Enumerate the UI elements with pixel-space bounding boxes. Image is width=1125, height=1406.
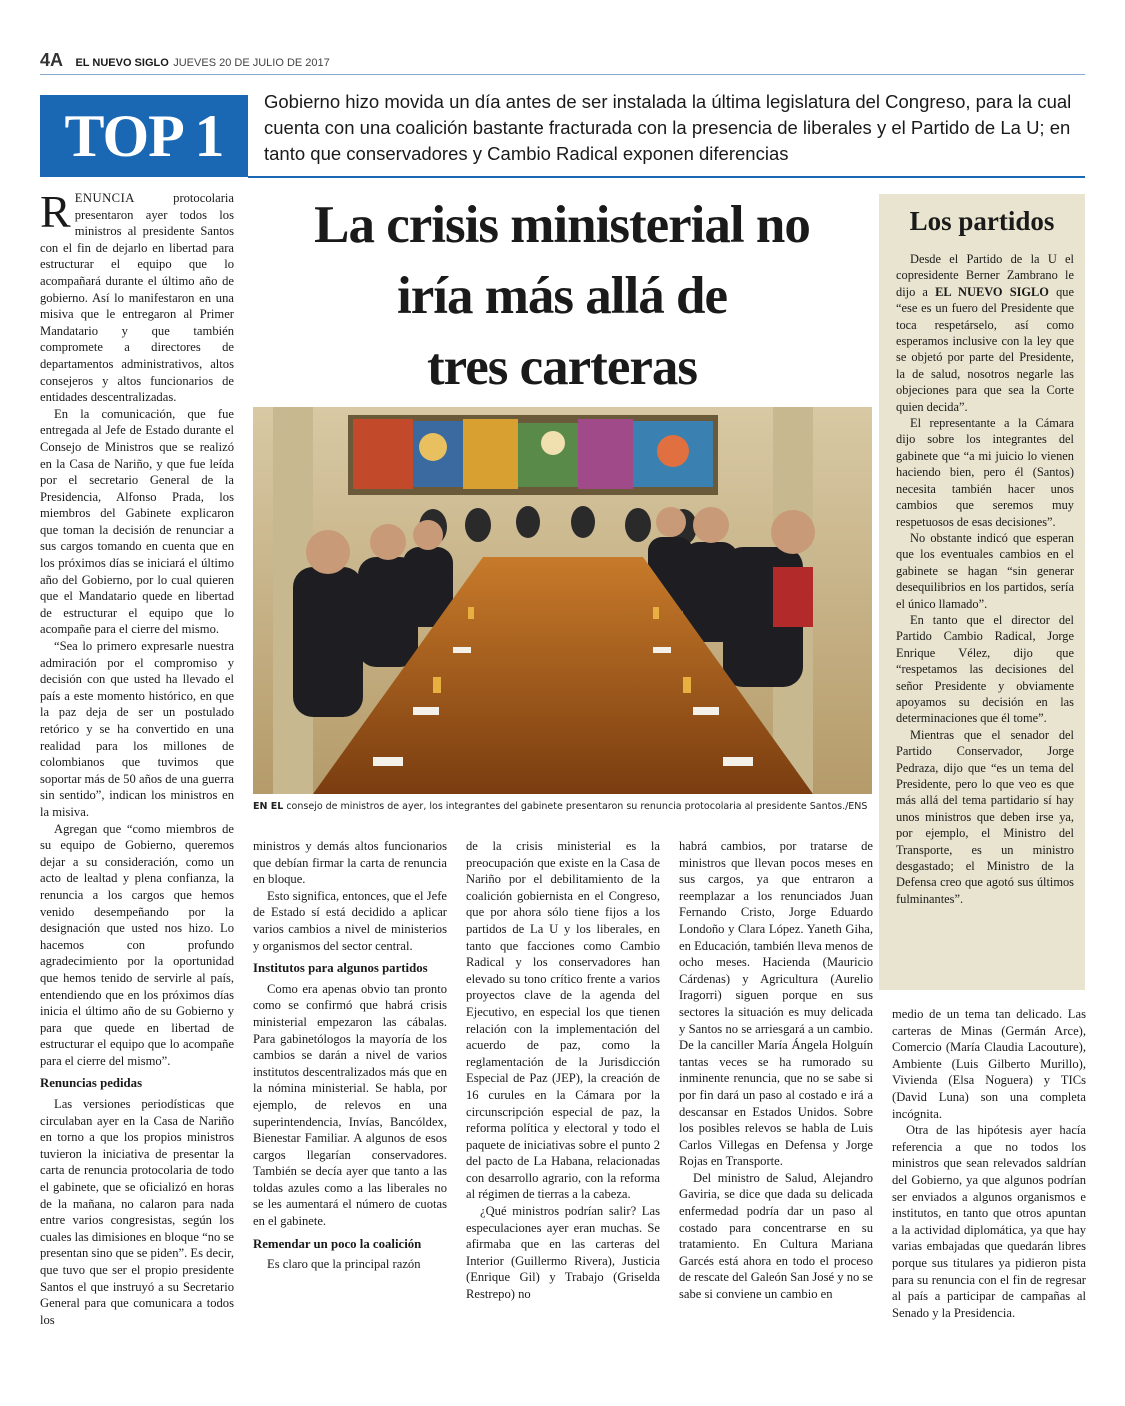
issue-date: JUEVES 20 DE JULIO DE 2017 <box>173 57 330 69</box>
article-paragraph: “Sea lo primero expresarle nuestra admiración por el compromiso y decisión con que usted ha llevado el país a este momento histórico, en que la paz deja de ser un postulado retórico y se ha convertido en una realidad para los millones de colombianos que tuvimos que soportar más de 50 años de una guerra sin sentido”, indican los ministros en la misiva. <box>40 639 234 819</box>
article-paragraph <box>40 186 234 406</box>
lead-text: protocolaria presentaron ayer todos los ministros al presidente Santos con el fin de dejarlo en libertad para estructurar el equipo que lo acompañará durante el último año de gobierno. Así lo manifestaron en una misiva que le entregaron al Primer Mandatario y que también compromete a directores de departamentos administrativos, altos consejeros y altos funcionarios de entidades descentralizadas. <box>40 191 234 405</box>
caption-lead: EN EL <box>253 801 284 812</box>
article-paragraph: Es claro que la principal razón <box>267 1257 421 1272</box>
article-paragraph: En la comunicación, que fue entregada al Jefe de Estado durante el Consejo de Ministros que se realizó en la Casa de Nariño, y que fue leída por el secretario General de la Presidencia, Alfonso Prada, los miembros del Gabinete explicaron que toman la decisión de renunciar a sus cargos tomando en cuenta que en los próximos días se iniciará el último año del Gobierno, por lo cual quieren que el Mandatario quede en libertad de estructurar el equipo que lo acompañe para el cierre del mismo. <box>40 406 234 637</box>
drop-cap: R <box>40 186 71 237</box>
photo-caption <box>253 800 873 814</box>
article-deck: Gobierno hizo movida un día antes de ser instalada la última legislatura del Congreso, para la cual cuenta con una coalición bastante fracturada con la presencia de liberales y el Partido de La U; en tanto que conservadores y Cambio Radical exponen diferencias <box>264 91 1072 164</box>
sidebar-paragraph: En tanto que el director del Partido Cambio Radical, Jorge Enrique Vélez, dijo que “respetamos las decisiones del señor Presidente y obviamente apoyamos su decisión en las determinaciones que él tome”. <box>896 612 1074 726</box>
subhead: Renuncias pedidas <box>40 1076 143 1091</box>
article-column-5 <box>892 1006 1086 1321</box>
subhead: Remendar un poco la coalición <box>253 1236 422 1251</box>
paper-name-mention: EL NUEVO SIGLO <box>935 284 1049 299</box>
headline-line-1: La crisis ministerial no <box>314 196 810 254</box>
article-paragraph: Del ministro de Salud, Alejandro Gaviria, se dice que dada su delicada enfermedad podría dar un paso al costado para concentrarse en su tratamiento. En Cultura Mariana Garcés está ahora en todo el proceso de rescate del Galeón San José y no se sabe si conviene un cambio en <box>679 1170 873 1302</box>
sidebar-text-run: que “ese es un fuero del Presidente que toca respetárselo, así como esperamos inclusive con la ley que se objetó por parte del Presidente, la de salud, nosotros negarle las objeciones para que sea la Corte quien decida”. <box>896 284 1074 414</box>
article-paragraph: ¿Qué ministros podrían salir? Las especulaciones ayer eran muchas. Se afirmaba que en las carteras del Interior (Guillermo Rivera), Justicia (Enrique Gil) y Trabajo (Griselda Restrepo) no <box>466 1204 660 1302</box>
header-rule <box>40 74 1085 75</box>
article-paragraph: Las versiones periodísticas que circulaban ayer en la Casa de Nariño en torno a que los propios ministros tuvieron la iniciativa de presentar la carta de renuncia protocolaria de todo el gabinete, que se oficializó en horas de la mañana, no calaron para nada entre varios congresistas, según los cuales las dimisiones en bloque “no se presentan sino que se piden”. Es decir, que tuvo que ser el propio presidente Santos el que instruyó a su Secretario General para que comunicara a todos los <box>40 1097 234 1327</box>
headline-line-2: iría más allá de <box>397 267 727 325</box>
sidebar-paragraph: No obstante indicó que esperan que los eventuales cambios en el gabinete se hagan “sin generar desequilibrios en los partidos, sería el único llamado”. <box>896 530 1074 611</box>
sidebar-text <box>896 251 1074 907</box>
sidebar-paragraph: El representante a la Cámara dijo sobre los integrantes del gabinete que “a mi juicio lo vienen haciendo bien, pero él (Santos) necesita también hacer unos cambios que seremos muy respetuosos de esas decisiones”. <box>896 416 1074 529</box>
lead-caps: ENUNCIA <box>74 191 135 205</box>
section-tag-label: TOP 1 <box>64 103 224 169</box>
article-paragraph: ministros y demás altos funcionarios que debían firmar la carta de renuncia en bloque. <box>253 839 447 887</box>
article-paragraph: de la crisis ministerial es la preocupación que existe en la Casa de Nariño por el debilitamiento de la coalición gobiernista en el Congreso, que por ahora sólo tiene fijos a los partidos de La U y los liberales, en tanto que facciones como Cambio Radical y los conservadores han elevado su tono crítico frente a varios proyectos clave de la agenda del Ejecutivo, en especial los que tienen relación con la implementación del acuerdo de paz, como la reglamentación de la Jurisdicción Especial de Paz (JEP), la creación de 16 curules en la Cámara por la circunscripción especial de paz, la reforma política y electoral y todo el paquete de iniciativas sobre el punto 2 del pacto de La Habana, relacionadas con desarrollo agrario, con la reforma al régimen de tierras a la cabeza. <box>466 839 660 1202</box>
article-paragraph: habrá cambios, por tratarse de ministros que llevan pocos meses en sus cargos, ya que entraron a reemplazar a los renunciados Juan Fernando Cristo, Jorge Eduardo Londoño y Clara López. Yaneth Giha, en Educación, también lleva menos de ocho meses. Hacienda (Mauricio Cárdenas) y Agricultura (Aurelio Iragorri) siguen porque en sus sectores la situación es muy delicada y Santos no se arriesgará a un cambio. De la canciller María Ángela Holguín tantas veces se ha rumorado su inminente renuncia, que no se sabe si por fin dará un paso al costado e irá a descansar en Estados Unidos. Sobre los posibles relevos se habla de Luis Carlos Villegas en Defensa y Jorge Rojas en Transporte. <box>679 839 873 1169</box>
article-column-2 <box>253 838 447 1273</box>
article-paragraph: Como era apenas obvio tan pronto como se confirmó que habrá crisis ministerial empezaron las cábalas. Para gabinetólogos la mayoría de los cambios se darán a nivel de varios institutos descentralizados más que en la nómina ministerial. Se habla, por ejemplo, de relevos en una superintendencia, Invías, Bancóldex, Bienestar Familiar. A algunos de esos cargos llegarían conservadores. También se decía ayer que tanto a las toldas azules como a las liberales no se les aumentará el número de cuotas en el gabinete. <box>253 981 447 1229</box>
paper-name: EL NUEVO SIGLO <box>75 57 169 69</box>
article-column-4 <box>679 838 873 1303</box>
article-column-1 <box>40 186 234 1328</box>
article-column-3 <box>466 838 660 1303</box>
sidebar-paragraph: Mientras que el senador del Partido Conservador, Jorge Pedraza, dijo que “es un tema del Presidente, pero lo que veo es que más allá del tema partidario sí hay unos ministros que deben irse ya, por ejemplo, el Ministro del Transporte, es un ministro desgastado; el Ministro de la Defensa creo que agotó sus últimos fulminantes”. <box>896 727 1074 906</box>
headline-line-3: tres carteras <box>427 338 697 396</box>
sidebar-text-run: Desde el Partido de la U el copresidente Berner Zambrano le dijo a <box>896 252 1074 299</box>
sidebar-title: Los partidos <box>909 206 1055 236</box>
cabinet-meeting-illustration <box>253 407 872 794</box>
section-rule <box>248 176 1085 178</box>
page-number: 4A <box>40 50 64 70</box>
article-paragraph: Agregan que “como miembros de su equipo de Gobierno, queremos dejar a su consideración, como un acto de lealtad y plena confianza, la renuncia a los cargos que hemos venido desempeñando por la designación que usted nos hizo. Lo hacemos con profundo agradecimiento por la oportunidad que hemos tenido de servirle al país, entendiendo que en los próximos días inicia el último año de su Gobierno y para que quede en libertad de estructurar el equipo que lo acompañe para el cierre del mismo”. <box>40 821 234 1068</box>
article-paragraph: Otra de las hipótesis ayer hacía referencia a que no todos los ministros que sean relevados saldrían del Gobierno, ya que algunos podrían ser enviados a algunos organismos e institutos, en tanto que otros apuntan a la actividad diplomática, ya que hay varias embajadas que quedarán libres porque sus titulares ya pidieron pista para su renuncia con el fin de regresar al país a participar de campañas al Senado y la Presidencia. <box>892 1123 1086 1320</box>
section-tag <box>40 95 248 177</box>
subhead: Institutos para algunos partidos <box>253 961 428 976</box>
article-headline <box>262 190 862 403</box>
article-photo <box>253 407 872 794</box>
sidebar-paragraph <box>896 251 1074 415</box>
page-folio <box>40 50 330 71</box>
caption-text: consejo de ministros de ayer, los integrantes del gabinete presentaron su renuncia protocolaria al presidente Santos./ENS <box>286 801 868 812</box>
article-paragraph: medio de un tema tan delicado. Las carteras de Minas (Germán Arce), Comercio (María Claudia Lacouture), Ambiente (Luis Gilberto Murillo), Vivienda (Elsa Noguera) y TICs (David Luna) son una completa incógnita. <box>892 1007 1086 1121</box>
article-paragraph: Esto significa, entonces, que el Jefe de Estado sí está decidido a aplicar varios cambios a nivel de ministerios y organismos del sector central. <box>253 888 447 953</box>
